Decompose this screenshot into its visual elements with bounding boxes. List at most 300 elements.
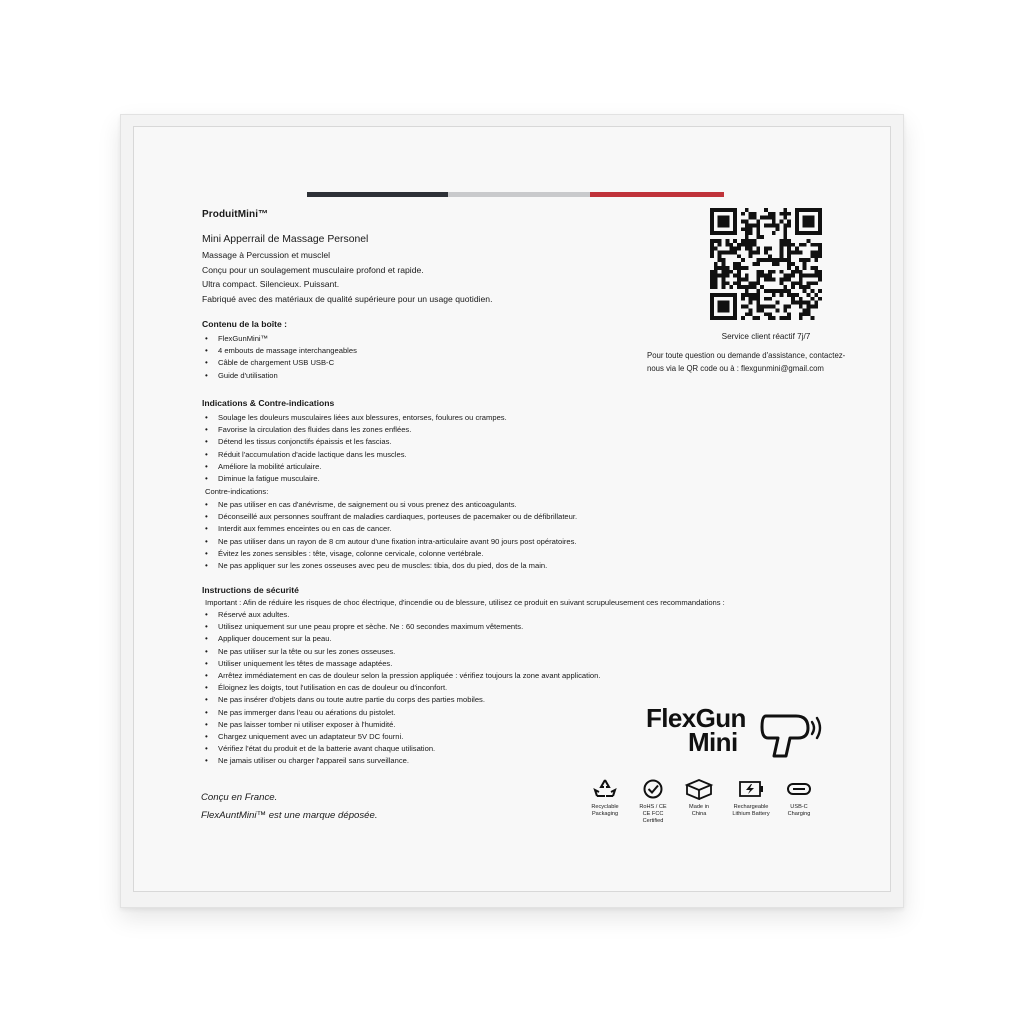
qr-module (783, 274, 787, 278)
qr-module (787, 262, 791, 266)
list-item: • Ne pas appliquer sur les zones osseuses avec peu de muscles: tibia, dos du pied, dos de la main. (202, 560, 577, 572)
qr-module (803, 301, 807, 305)
qr-module (710, 305, 714, 309)
list-item: • Ne jamais utiliser ou charger l'appareil sans surveillance. (202, 755, 600, 767)
qr-module (756, 316, 760, 320)
qr-module (776, 258, 780, 262)
qr-module (752, 239, 756, 243)
qr-module (818, 278, 822, 282)
qr-module (722, 281, 726, 285)
qr-module (783, 239, 787, 243)
qr-module (756, 258, 760, 262)
qr-module (714, 316, 718, 320)
qr-module (803, 216, 807, 220)
qr-module (722, 293, 726, 297)
qr-module (733, 293, 737, 297)
qr-module (741, 227, 745, 231)
badge-label: RoHS / CE (639, 804, 667, 810)
qr-module (810, 220, 814, 224)
qr-module (733, 239, 737, 243)
qr-module (780, 254, 784, 258)
product-line: Fabriqué avec des matériaux de qualité supérieure pour un usage quotidien. (202, 293, 493, 304)
qr-module (783, 235, 787, 239)
product-line: Massage à Percussion et musclel (202, 250, 331, 260)
qr-module (733, 247, 737, 251)
list-item: • Évitez les zones sensibles : tête, visage, colonne cervicale, colonne vertébrale. (202, 548, 577, 560)
qr-module (814, 258, 818, 262)
qr-module (791, 285, 795, 289)
qr-module (725, 243, 729, 247)
qr-module (810, 266, 814, 270)
qr-module (745, 208, 749, 212)
qr-module (807, 223, 811, 227)
qr-module (718, 301, 722, 305)
qr-module (807, 305, 811, 309)
qr-module (722, 308, 726, 312)
qr-module (760, 235, 764, 239)
qr-module (807, 301, 811, 305)
badge-made-in (676, 778, 722, 818)
qr-module (722, 231, 726, 235)
qr-module (741, 285, 745, 289)
qr-module (795, 231, 799, 235)
qr-module (764, 223, 768, 227)
qr-module (768, 305, 772, 309)
qr-module (791, 270, 795, 274)
qr-module (783, 216, 787, 220)
qr-module (745, 289, 749, 293)
certification-badges (582, 778, 822, 838)
brand-logo (646, 703, 816, 766)
qr-module (760, 305, 764, 309)
qr-module (814, 301, 818, 305)
qr-module (718, 293, 722, 297)
qr-module (776, 223, 780, 227)
qr-module (722, 216, 726, 220)
qr-module (780, 247, 784, 251)
badge-label: Packaging (591, 811, 619, 817)
qr-module (756, 262, 760, 266)
qr-module (795, 281, 799, 285)
qr-module (807, 274, 811, 278)
qr-module (772, 220, 776, 224)
qr-module (787, 312, 791, 316)
qr-module (733, 301, 737, 305)
qr-module (714, 270, 718, 274)
list-item: • Détend les tissus conjonctifs épaissis et les fascias. (202, 436, 507, 448)
qr-module (768, 212, 772, 216)
qr-module (776, 308, 780, 312)
qr-module (745, 231, 749, 235)
qr-module (733, 216, 737, 220)
badge-label: Charging (787, 811, 811, 817)
qr-module (783, 308, 787, 312)
qr-module (729, 243, 733, 247)
qr-module (756, 289, 760, 293)
qr-module (783, 208, 787, 212)
qr-module (752, 223, 756, 227)
qr-module (729, 316, 733, 320)
qr-module (799, 278, 803, 282)
qr-module (799, 258, 803, 262)
qr-module (810, 243, 814, 247)
qr-module (749, 297, 753, 301)
qr-module (768, 223, 772, 227)
qr-module (737, 278, 741, 282)
qr-module (749, 227, 753, 231)
qr-module (718, 316, 722, 320)
qr-module (756, 250, 760, 254)
qr-module (807, 293, 811, 297)
qr-module (745, 220, 749, 224)
qr-module (814, 250, 818, 254)
qr-module (733, 231, 737, 235)
badge-label: USB-C (790, 804, 808, 810)
qr-module (718, 250, 722, 254)
qr-module (733, 223, 737, 227)
qr-module (745, 266, 749, 270)
list-item: • Éloignez les doigts, tout l'utilisation en cas de douleur ou d'inconfort. (202, 682, 600, 694)
list-item: • Déconseillé aux personnes souffrant de maladies cardiaques, porteuses de pacemaker ou de défibrillateur. (202, 511, 577, 523)
qr-module (818, 227, 822, 231)
qr-module (749, 231, 753, 235)
qr-module (772, 231, 776, 235)
qr-module (752, 297, 756, 301)
color-stripe-red (590, 192, 724, 197)
qr-module (772, 216, 776, 220)
qr-module (780, 239, 784, 243)
qr-module (783, 316, 787, 320)
qr-module (799, 274, 803, 278)
qr-module (725, 274, 729, 278)
box-icon (684, 778, 714, 800)
qr-module (737, 243, 741, 247)
qr-module (795, 223, 799, 227)
qr-module (718, 231, 722, 235)
qr-module (795, 250, 799, 254)
qr-module (772, 278, 776, 282)
qr-module (803, 243, 807, 247)
qr-module (807, 285, 811, 289)
qr-module (814, 293, 818, 297)
qr-module (722, 258, 726, 262)
qr-module (718, 258, 722, 262)
qr-module (737, 254, 741, 258)
qr-module (760, 285, 764, 289)
qr-module (803, 274, 807, 278)
qr-module (791, 274, 795, 278)
qr-module (733, 274, 737, 278)
qr-module (714, 281, 718, 285)
qr-module (718, 239, 722, 243)
qr-module (737, 274, 741, 278)
qr-module (787, 243, 791, 247)
qr-module (803, 258, 807, 262)
qr-module (814, 274, 818, 278)
qr-module (768, 247, 772, 251)
qr-module (741, 212, 745, 216)
list-item: • Arrêtez immédiatement en cas de douleur selon la pression appliquée : vérifiez toujours la zone avant application. (202, 670, 600, 682)
qr-module (780, 220, 784, 224)
qr-module (795, 270, 799, 274)
qr-code[interactable] (710, 208, 822, 320)
qr-module (714, 239, 718, 243)
safety-title: Instructions de sécurité (202, 585, 299, 595)
qr-module (783, 258, 787, 262)
qr-module (787, 293, 791, 297)
qr-module (745, 227, 749, 231)
qr-module (810, 316, 814, 320)
qr-module (741, 316, 745, 320)
qr-module (810, 297, 814, 301)
qr-module (772, 212, 776, 216)
qr-module (729, 208, 733, 212)
qr-module (737, 266, 741, 270)
qr-module (787, 212, 791, 216)
qr-module (756, 301, 760, 305)
trademark-text: FlexAuntMini™ est une marque déposée. (201, 810, 378, 821)
qr-module (749, 308, 753, 312)
product-tagline: Mini Apperrail de Massage Personel (202, 234, 369, 245)
qr-module (722, 301, 726, 305)
qr-module (722, 208, 726, 212)
list-item: • Ne pas utiliser dans un rayon de 8 cm autour d'une fixation intra-articulaire avant 90 jours post opératoires. (202, 536, 577, 548)
qr-module (718, 208, 722, 212)
qr-module (780, 258, 784, 262)
qr-module (807, 258, 811, 262)
qr-module (814, 266, 818, 270)
qr-module (725, 231, 729, 235)
qr-module (710, 250, 714, 254)
qr-module (733, 266, 737, 270)
qr-module (810, 231, 814, 235)
qr-module (729, 293, 733, 297)
qr-module (714, 293, 718, 297)
list-item: • Réduit l'accumulation d'acide lactique dans les muscles. (202, 449, 507, 461)
badge-label: Certified (642, 818, 664, 824)
qr-module (791, 281, 795, 285)
qr-module (768, 258, 772, 262)
qr-module (749, 239, 753, 243)
qr-module (741, 297, 745, 301)
qr-module (768, 316, 772, 320)
qr-module (795, 301, 799, 305)
qr-module (787, 305, 791, 309)
list-item: • Guide d'utilisation (202, 370, 357, 382)
qr-module (733, 262, 737, 266)
qr-module (803, 312, 807, 316)
qr-module (795, 220, 799, 224)
qr-module (814, 243, 818, 247)
badge-battery (726, 778, 776, 818)
qr-module (725, 208, 729, 212)
qr-module (737, 262, 741, 266)
qr-module (795, 227, 799, 231)
qr-module (787, 258, 791, 262)
qr-module (795, 293, 799, 297)
qr-module (780, 278, 784, 282)
list-item: • Câble de chargement USB USB-C (202, 357, 357, 369)
qr-module (725, 305, 729, 309)
qr-module (725, 293, 729, 297)
qr-module (718, 266, 722, 270)
qr-module (733, 297, 737, 301)
qr-module (776, 262, 780, 266)
qr-module (722, 274, 726, 278)
qr-module (768, 312, 772, 316)
qr-module (783, 212, 787, 216)
qr-module (745, 223, 749, 227)
qr-module (818, 254, 822, 258)
qr-module (752, 285, 756, 289)
qr-module (818, 212, 822, 216)
qr-module (725, 266, 729, 270)
qr-module (818, 223, 822, 227)
qr-module (725, 216, 729, 220)
qr-module (756, 281, 760, 285)
qr-module (780, 250, 784, 254)
usb-c-icon (785, 778, 813, 800)
contraindications-list (202, 499, 577, 572)
qr-module (714, 285, 718, 289)
qr-module (818, 231, 822, 235)
qr-module (756, 247, 760, 251)
qr-module (799, 285, 803, 289)
qr-module (783, 231, 787, 235)
qr-module (787, 316, 791, 320)
qr-module (752, 316, 756, 320)
list-item: • Ne pas laisser tomber ni utiliser exposer à l'humidité. (202, 719, 600, 731)
list-item: • Améliore la mobilité articulaire. (202, 461, 507, 473)
qr-module (810, 223, 814, 227)
qr-module (818, 216, 822, 220)
qr-module (783, 305, 787, 309)
qr-module (764, 312, 768, 316)
qr-module (733, 227, 737, 231)
qr-module (760, 258, 764, 262)
qr-module (791, 297, 795, 301)
qr-module (752, 216, 756, 220)
qr-module (783, 278, 787, 282)
qr-module (722, 266, 726, 270)
qr-module (803, 223, 807, 227)
qr-module (780, 281, 784, 285)
qr-module (752, 281, 756, 285)
qr-module (745, 285, 749, 289)
qr-module (729, 285, 733, 289)
qr-module (733, 312, 737, 316)
qr-module (725, 316, 729, 320)
qr-module (787, 220, 791, 224)
qr-module (787, 278, 791, 282)
contents-list (202, 333, 357, 382)
qr-module (787, 223, 791, 227)
qr-module (807, 216, 811, 220)
qr-module (745, 278, 749, 282)
list-item: • FlexGunMini™ (202, 333, 357, 345)
badge-rohs-ce (630, 778, 676, 825)
brand-name-line1: FlexGun (646, 703, 746, 733)
qr-module (749, 250, 753, 254)
badge-label: Recyclable (591, 804, 619, 810)
qr-module (818, 247, 822, 251)
service-desc-line: nous via le QR code ou à : flexgunmini@gmail.com (647, 364, 824, 373)
qr-module (714, 208, 718, 212)
qr-module (710, 301, 714, 305)
qr-module (710, 270, 714, 274)
qr-module (810, 281, 814, 285)
qr-module (749, 301, 753, 305)
contraindications-title: Contre-indications: (205, 487, 269, 496)
qr-module (787, 289, 791, 293)
qr-module (780, 293, 784, 297)
qr-module (718, 223, 722, 227)
recycle-icon (593, 778, 617, 800)
qr-module (718, 216, 722, 220)
qr-module (722, 316, 726, 320)
qr-module (810, 305, 814, 309)
contents-title: Contenu de la boîte : (202, 319, 287, 329)
qr-module (780, 212, 784, 216)
qr-module (718, 220, 722, 224)
list-item: • Utiliser uniquement les têtes de massage adaptées. (202, 658, 600, 670)
qr-module (783, 285, 787, 289)
qr-module (722, 278, 726, 282)
list-item: • Réservé aux adultes. (202, 609, 600, 621)
qr-module (752, 243, 756, 247)
qr-module (787, 254, 791, 258)
qr-module (818, 297, 822, 301)
qr-module (772, 262, 776, 266)
list-item: • Ne pas utiliser en cas d'anévrisme, de saignement ou si vous prenez des anticoagulants. (202, 499, 577, 511)
qr-module (737, 247, 741, 251)
qr-module (714, 262, 718, 266)
qr-module (710, 297, 714, 301)
qr-module (710, 239, 714, 243)
qr-module (722, 305, 726, 309)
qr-module (814, 281, 818, 285)
qr-module (722, 285, 726, 289)
list-item: • Interdit aux femmes enceintes ou en cas de cancer. (202, 523, 577, 535)
qr-module (749, 247, 753, 251)
product-line: Conçu pour un soulagement musculaire profond et rapide. (202, 264, 424, 275)
qr-module (756, 235, 760, 239)
qr-module (722, 220, 726, 224)
qr-module (814, 254, 818, 258)
qr-module (710, 316, 714, 320)
qr-module (756, 297, 760, 301)
qr-module (810, 289, 814, 293)
qr-module (807, 308, 811, 312)
qr-module (768, 216, 772, 220)
qr-module (768, 278, 772, 282)
qr-module (814, 231, 818, 235)
badge-recyclable (582, 778, 628, 818)
qr-module (722, 223, 726, 227)
qr-module (803, 289, 807, 293)
indications-list (202, 412, 507, 485)
qr-module (756, 278, 760, 282)
qr-module (756, 270, 760, 274)
qr-module (799, 281, 803, 285)
qr-module (780, 270, 784, 274)
qr-module (745, 239, 749, 243)
qr-module (764, 250, 768, 254)
qr-module (733, 250, 737, 254)
qr-module (760, 216, 764, 220)
qr-module (799, 305, 803, 309)
qr-module (760, 274, 764, 278)
